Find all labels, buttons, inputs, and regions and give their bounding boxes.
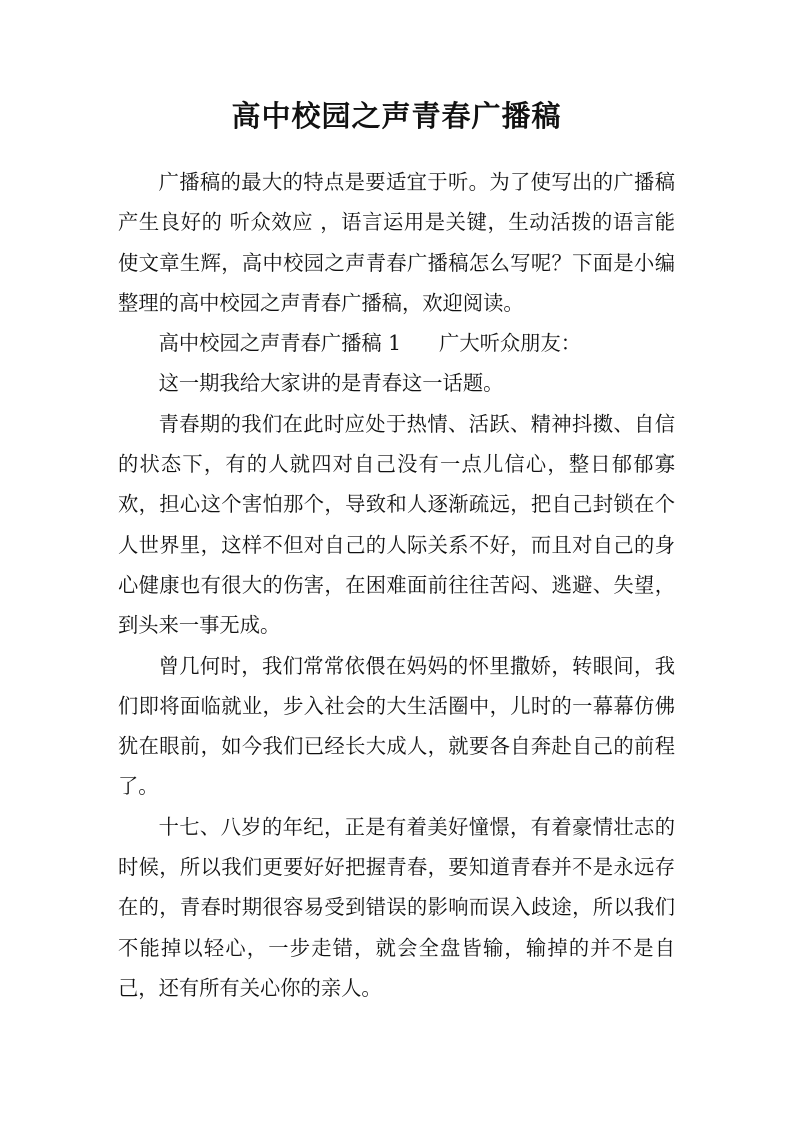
- paragraph-topic: 这一期我给大家讲的是青春这一话题。: [158, 371, 504, 396]
- document-title: 高中校园之声青春广播稿: [231, 99, 562, 133]
- paragraph-childhood: 曾几何时，我们常常依偎在妈妈的怀里撒娇，转眼间，我们即将面临就业，步入社会的大生活圈中，儿时的一幕幕仿佛犹在眼前，如今我们已经长大成人，就要各自奔赴自己的前程了。: [118, 653, 675, 799]
- paragraph-section-heading: [118, 323, 675, 363]
- greeting-text: 广大听众朋友：: [439, 331, 582, 356]
- section-heading-text: 高中校园之声青春广播稿 1: [158, 331, 402, 356]
- paragraph-intro: 广播稿的最大的特点是要适宜于听。为了使写出的广播稿产生良好的 听众效应 ，语言运用是关键，生动活拨的语言能使文章生辉，高中校园之声青春广播稿怎么写呢？下面是小编整理的高中校园之声青春广播稿，欢迎阅读。: [118, 170, 675, 315]
- paragraph-seventeen: 十七、八岁的年纪，正是有着美好憧憬，有着豪情壮志的时候，所以我们更要好好把握青春，要知道青春并不是永远存在的，青春时期很容易受到错误的影响而误入歧途，所以我们不能掉以轻心，一步走错，就会全盘皆输，输掉的并不是自己，还有所有关心你的亲人。: [118, 814, 675, 1000]
- paragraph-youth-state: 青春期的我们在此时应处于热情、活跃、精神抖擞、自信的状态下，有的人就四对自己没有一点儿信心，整日郁郁寡欢，担心这个害怕那个，导致和人逐渐疏远，把自己封锁在个人世界里，这样不但对自己的人际关系不好，而且对自己的身心健康也有很大的伤害，在困难面前往往苦闷、逃避、失望，到头来一事无成。: [118, 411, 675, 638]
